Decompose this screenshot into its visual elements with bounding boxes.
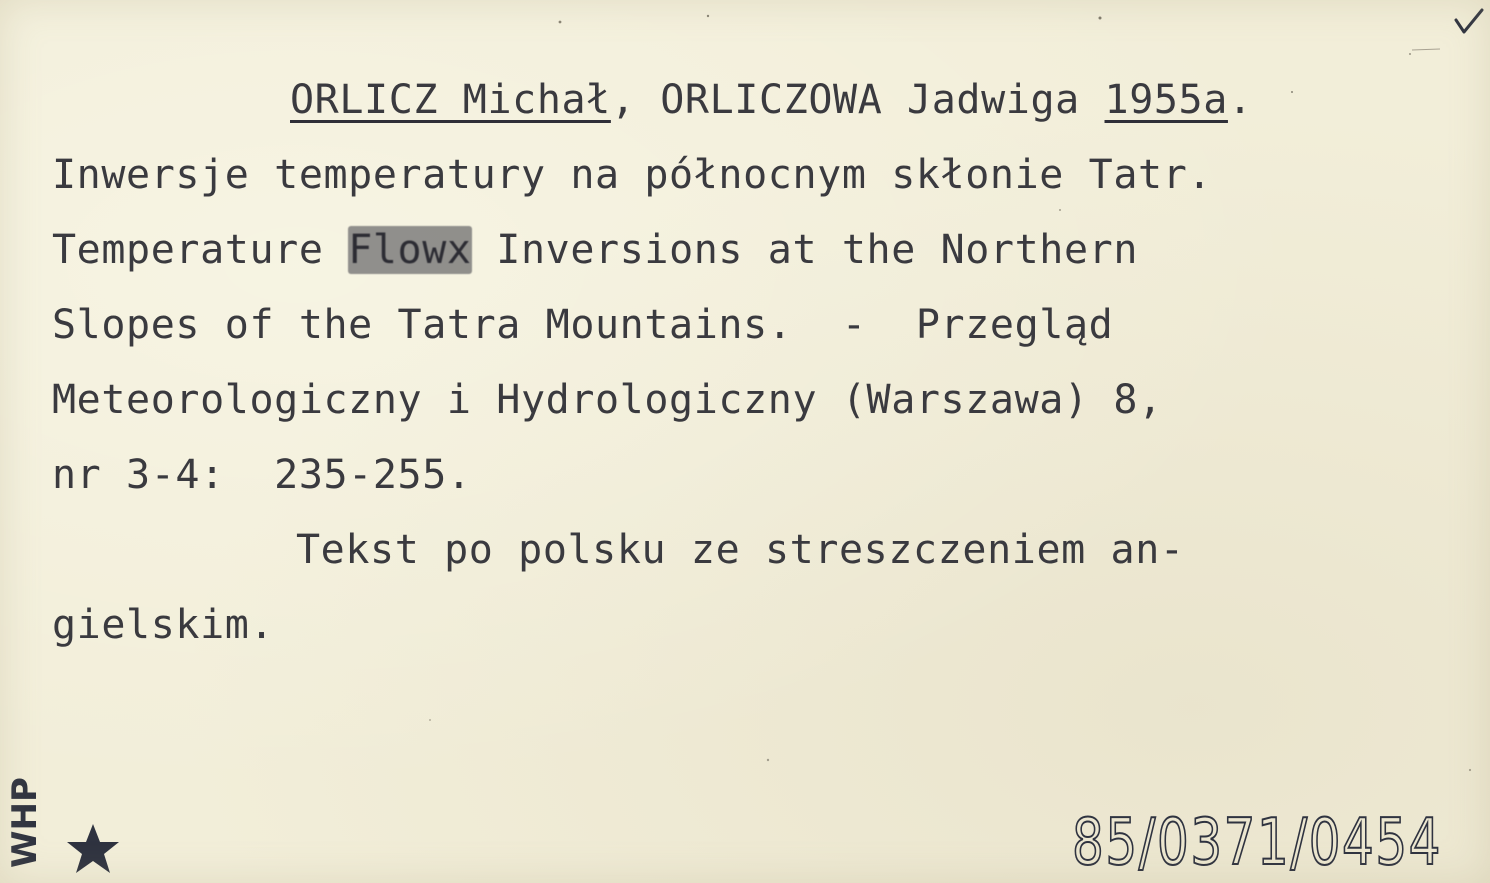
language-note-line-2: gielskim. bbox=[52, 602, 275, 648]
issue-pages-line: nr 3-4: 235-255. bbox=[52, 452, 472, 498]
handwritten-number-text: 85/0371/0454 bbox=[1072, 806, 1442, 876]
checkmark-icon bbox=[1450, 6, 1486, 38]
author-year-line: ORLICZ Michał, ORLICZOWA Jadwiga 1955a. bbox=[290, 77, 1253, 123]
author-secondary: , ORLICZOWA Jadwiga bbox=[610, 77, 1105, 123]
language-note-line-1: Tekst po polsku ze streszczeniem an- bbox=[296, 527, 1185, 573]
star-icon bbox=[64, 820, 122, 878]
title-english-line-2: Slopes of the Tatra Mountains. - Przegląd bbox=[52, 302, 1114, 348]
title-polish: Inwersje temperatury na północnym skłonie Tatr. bbox=[52, 152, 1213, 198]
publication-year: 1955a bbox=[1104, 77, 1228, 123]
author-primary: ORLICZ Michał bbox=[290, 77, 611, 123]
journal-line: Meteorologiczny i Hydrologiczny (Warszawa) 8, bbox=[52, 377, 1163, 423]
struck-out-word: Flowx bbox=[348, 227, 472, 273]
title-english-line-1: Temperature Flowx Inversions at the Northern bbox=[52, 227, 1139, 273]
whp-stamp: WHP bbox=[5, 777, 45, 869]
handwritten-inventory-number bbox=[1068, 800, 1448, 876]
